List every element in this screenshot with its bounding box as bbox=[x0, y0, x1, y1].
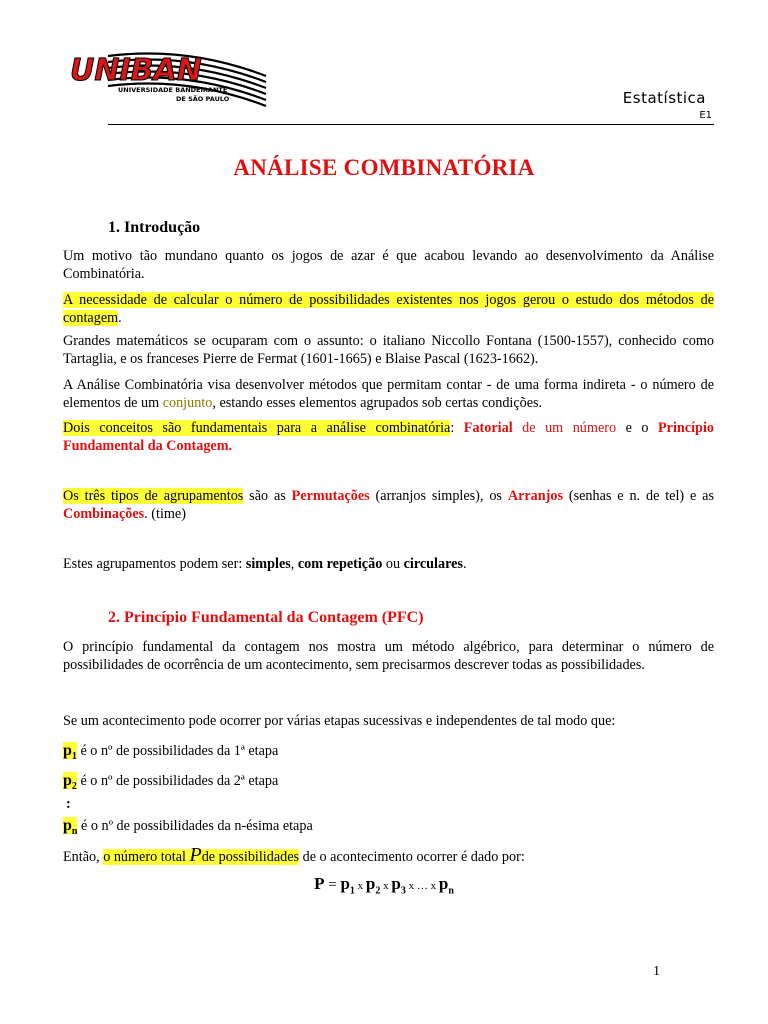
italic-P: P bbox=[189, 844, 202, 866]
intro-paragraph-5 bbox=[63, 419, 714, 455]
highlight-types: Os três tipos de agrupamentos bbox=[63, 488, 244, 504]
intro-paragraph-4 bbox=[63, 376, 714, 412]
logo-subtitle-1: UNIVERSIDADE BANDEIRANTE bbox=[118, 86, 228, 94]
term-combinacoes: Combinações bbox=[63, 506, 145, 522]
var-subscript: n bbox=[71, 826, 78, 838]
term-permutacoes: Permutações bbox=[291, 488, 370, 504]
times-sign: x bbox=[354, 880, 366, 892]
p4-text-b: , estando esses elementos agrupados sob certas condições. bbox=[212, 395, 543, 411]
conjunction-e: e o bbox=[616, 420, 659, 436]
conjunto-link[interactable]: conjunto bbox=[162, 395, 213, 411]
var-p1 bbox=[63, 742, 77, 763]
p7-text-a: Estes agrupamentos podem ser: bbox=[63, 556, 246, 572]
page-number: 1 bbox=[653, 964, 660, 979]
pfc-paragraph-1-text: O princípio fundamental da contagem nos mostra um método algébrico, para determinar o número de possibilidades de ocorrência de um acontecimento, sem precisarmos descrever todas as possibilidades. bbox=[63, 639, 714, 673]
term-letter: p bbox=[391, 874, 401, 893]
page-title: ANÁLISE COMBINATÓRIA bbox=[233, 155, 535, 180]
vertical-ellipsis: : bbox=[66, 796, 71, 812]
term-subscript: n bbox=[448, 885, 454, 897]
term-letter: p bbox=[365, 874, 376, 893]
highlight-total-text: o número total bbox=[103, 849, 190, 865]
term-subscript: 2 bbox=[375, 885, 381, 897]
pfc-paragraph-1 bbox=[63, 638, 714, 674]
formula-equals: = bbox=[324, 877, 341, 893]
var-pn bbox=[63, 817, 78, 838]
highlight-necessity: A necessidade de calcular o número de possibilidades existentes nos jogos gerou o estudo dos métodos de contagem bbox=[63, 292, 714, 326]
formula-term bbox=[365, 874, 381, 897]
term-de-um-numero: de um número bbox=[512, 420, 617, 436]
term-fatorial: Fatorial bbox=[463, 420, 513, 436]
term-letter: p bbox=[340, 874, 350, 893]
period: . bbox=[118, 310, 122, 326]
times-sign: x bbox=[380, 880, 392, 892]
p3-text-b: de o acontecimento ocorrer é dado por: bbox=[299, 849, 525, 865]
formula-dots: … bbox=[416, 880, 428, 892]
term-pfc: Princípio Fundamental da Contagem. bbox=[63, 420, 714, 454]
logo-wordmark: UNIBAN bbox=[70, 53, 202, 88]
pfc-paragraph-2-text: Se um acontecimento pode ocorrer por várias etapas sucessivas e independentes de tal modo que: bbox=[63, 713, 616, 729]
list-item-text: é o nº de possibilidades da n-ésima etapa bbox=[77, 818, 313, 834]
formula-term bbox=[438, 874, 454, 897]
p6-text-d: . (time) bbox=[144, 506, 186, 522]
period: . bbox=[462, 556, 467, 572]
times-sign: x bbox=[405, 880, 417, 892]
conjunction-ou: ou bbox=[382, 556, 404, 572]
intro-paragraph-3-text: Grandes matemáticos se ocuparam com o assunto: o italiano Niccollo Fontana (1500-1557), conhecido como Tartaglia, e os franceses Pierre de Fermat (1601-1665) e Blaise Pascal (1623-1662). bbox=[63, 333, 714, 367]
subject-title: Estatística bbox=[622, 89, 706, 107]
p6-text-a: são as bbox=[243, 488, 292, 504]
section-1-heading: 1. Introdução bbox=[108, 219, 201, 236]
term-arranjos: Arranjos bbox=[507, 488, 563, 504]
document-code: E1 bbox=[699, 110, 712, 121]
term-subscript: 1 bbox=[349, 885, 355, 897]
p6-text-c: (senhas e n. de tel) e as bbox=[563, 488, 714, 504]
intro-paragraph-3 bbox=[63, 332, 714, 368]
p3-text-a: Então, bbox=[63, 849, 104, 865]
formula-term bbox=[340, 874, 355, 897]
term-subscript: 3 bbox=[400, 885, 406, 897]
intro-paragraph-7 bbox=[63, 555, 714, 573]
var-subscript: 1 bbox=[71, 751, 77, 763]
logo-subtitle-2: DE SÃO PAULO bbox=[176, 95, 230, 103]
intro-paragraph-2 bbox=[63, 291, 714, 327]
term-letter: p bbox=[438, 874, 449, 893]
formula-term bbox=[391, 874, 406, 897]
intro-paragraph-1-text: Um motivo tão mundano quanto os jogos de azar é que acabou levando ao desenvolvimento da Análise Combinatória. bbox=[63, 248, 714, 282]
times-sign: x bbox=[427, 880, 439, 892]
term-circulares: circulares bbox=[403, 556, 463, 572]
var-letter: p bbox=[63, 817, 72, 834]
term-simples: simples bbox=[245, 556, 291, 572]
list-item bbox=[63, 772, 278, 792]
var-subscript: 2 bbox=[71, 781, 77, 793]
var-letter: p bbox=[63, 742, 72, 759]
list-item-text: é o nº de possibilidades da 2ª etapa bbox=[76, 773, 279, 789]
list-item bbox=[63, 742, 278, 762]
uniban-logo-graphic bbox=[68, 38, 268, 110]
intro-paragraph-1 bbox=[63, 247, 714, 283]
pfc-paragraph-3 bbox=[63, 846, 714, 866]
p4-text-a: A Análise Combinatória visa desenvolver métodos que permitam contar - de uma forma indireta - o número de elementos de um bbox=[63, 377, 714, 411]
formula-lhs: P bbox=[314, 874, 325, 893]
colon: : bbox=[450, 420, 464, 436]
pfc-paragraph-2 bbox=[63, 712, 714, 730]
list-item-text: é o nº de possibilidades da 1ª etapa bbox=[76, 743, 279, 759]
highlight-total-text-2: de possibilidades bbox=[201, 849, 300, 865]
header-rule bbox=[108, 124, 714, 125]
section-2-heading: 2. Princípio Fundamental da Contagem (PFC) bbox=[108, 609, 424, 626]
highlight-concepts: Dois conceitos são fundamentais para a análise combinatória bbox=[63, 420, 451, 436]
var-p2 bbox=[63, 772, 77, 793]
term-com-repeticao: com repetição bbox=[297, 556, 383, 572]
p6-text-b: (arranjos simples), os bbox=[369, 488, 508, 504]
var-letter: p bbox=[63, 772, 72, 789]
intro-paragraph-6 bbox=[63, 487, 714, 523]
pfc-formula bbox=[0, 874, 768, 896]
list-item bbox=[63, 817, 313, 837]
highlight-total bbox=[103, 844, 300, 866]
comma: , bbox=[290, 556, 298, 572]
uniban-logo bbox=[68, 38, 268, 110]
